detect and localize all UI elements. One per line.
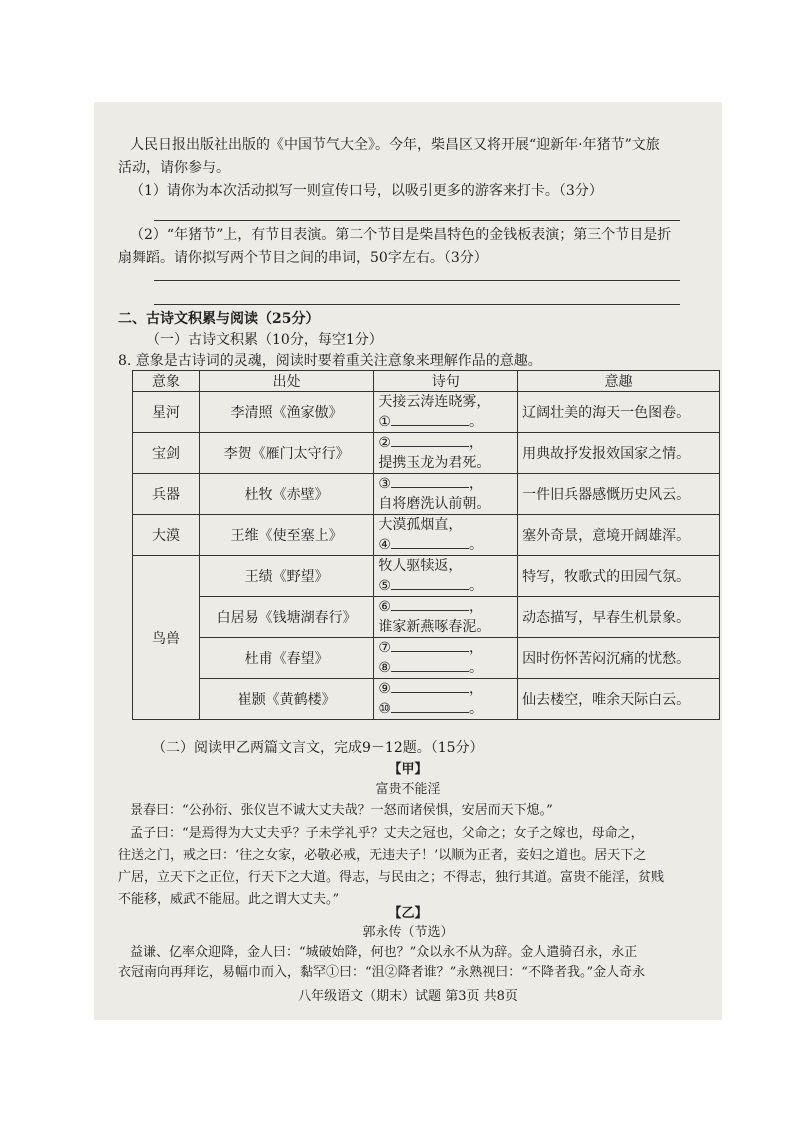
verse-cell: [374, 638, 518, 679]
image-cell: 宝剑: [133, 433, 200, 474]
image-cell: 兵器: [133, 474, 200, 515]
subsection-2-title: （二）阅读甲乙两篇文言文，完成9－12题。（15分）: [152, 740, 484, 756]
passage-jia-line: 广居，立天下之正位，行天下之大道。得志，与民由之；不得志，独行其道。富贵不能淫，贫贱: [118, 870, 665, 885]
verse-blank[interactable]: ⑥ ，: [378, 599, 483, 615]
intro-line-1: 人民日报出版社出版的《中国节气大全》。今年，柴昌区又将开展“迎新年·年猪节”文旅: [130, 137, 660, 153]
header-source: 出处: [199, 371, 373, 392]
image-cell: 星河: [133, 392, 200, 433]
verse-blank[interactable]: ⑦ ，: [378, 640, 483, 656]
verse-line: 自将磨洗认前朝。: [378, 496, 491, 512]
passage-jia-line: 孟子曰：“是焉得为大丈夫乎？子未学礼乎？丈夫之冠也，父命之；女子之嫁也，母命之，: [130, 826, 644, 841]
passage-yi-line: 衣冠南向再拜讫，易幅巾而入，黏罕①曰：“沮②降者谁？”永熟视曰：“不降者我。”金人奇永: [118, 965, 646, 980]
passage-jia-line: 不能移，威武不能屈。此之谓大丈夫。”: [118, 892, 340, 907]
meaning-cell: 塞外奇景，意境开阔雄浑。: [518, 515, 720, 556]
verse-cell: [374, 597, 518, 638]
header-meaning: 意趣: [518, 371, 720, 392]
source-cell: 李贺《雁门太守行》: [199, 433, 373, 474]
verse-cell: [374, 474, 518, 515]
table-row: [133, 638, 720, 679]
table-row: [133, 433, 720, 474]
header-verse: 诗句: [374, 371, 518, 392]
meaning-cell: 仙去楼空，唯余天际白云。: [518, 679, 720, 720]
table-header-row: [133, 371, 720, 392]
passage-yi-line: 益谦、亿率众迎降，金人曰：“城破始降，何也？”众以永不从为辞。金人遣骑召永，永正: [130, 945, 638, 960]
verse-cell: [374, 392, 518, 433]
verse-cell: [374, 556, 518, 597]
source-cell: 杜甫《春望》: [199, 638, 373, 679]
subsection-1-title: （一）古诗文积累（10分，每空1分）: [146, 332, 383, 348]
answer-line-1[interactable]: [154, 220, 680, 221]
verse-blank[interactable]: ⑧ 。: [378, 660, 483, 676]
verse-blank[interactable]: ③ ，: [378, 476, 483, 492]
passage-jia-title: 富贵不能淫: [375, 782, 441, 797]
verse-blank[interactable]: ⑩ 。: [378, 701, 483, 717]
source-cell: 李清照《渔家傲》: [199, 392, 373, 433]
verse-line: 提携玉龙为君死。: [378, 455, 491, 471]
verse-cell: [374, 679, 518, 720]
section-2-title: 二、古诗文积累与阅读（25分）: [118, 311, 320, 327]
image-cell: 大漠: [133, 515, 200, 556]
table-row: [133, 597, 720, 638]
verse-blank[interactable]: ① 。: [378, 414, 483, 430]
verse-blank[interactable]: ⑤ 。: [378, 578, 483, 594]
passage-jia-line: 往送之门，戒之曰：‘往之女家，必敬必戒，无违夫子！’以顺为正者，妾妇之道也。居天下之: [118, 848, 647, 863]
answer-line-2[interactable]: [154, 280, 680, 281]
passage-yi-label: 【乙】: [388, 906, 428, 921]
passage-jia-label: 【甲】: [388, 762, 428, 777]
answer-line-3[interactable]: [154, 304, 680, 305]
meaning-cell: 辽阔壮美的海天一色图卷。: [518, 392, 720, 433]
table-row: [133, 515, 720, 556]
table-row: [133, 474, 720, 515]
source-cell: 崔颢《黄鹤楼》: [199, 679, 373, 720]
verse-line: 天接云涛连晓雾，: [378, 394, 491, 410]
source-cell: 白居易《钱塘湖春行》: [199, 597, 373, 638]
source-cell: 王绩《野望》: [199, 556, 373, 597]
source-cell: 杜牧《赤壁》: [199, 474, 373, 515]
verse-cell: [374, 433, 518, 474]
question-8: 8. 意象是古诗词的灵魂，阅读时要着重关注意象来理解作品的意趣。: [118, 353, 542, 369]
verse-line: 谁家新燕啄春泥。: [378, 619, 491, 635]
verse-cell: [374, 515, 518, 556]
exam-page: [94, 102, 722, 1020]
table-row: [133, 392, 720, 433]
question-1: （1）请你为本次活动拟写一则宣传口号，以吸引更多的游客来打卡。（3分）: [130, 183, 603, 199]
verse-blank[interactable]: ⑨ ，: [378, 681, 483, 697]
intro-line-2: 活动，请你参与。: [118, 160, 230, 176]
meaning-cell: 用典故抒发报效国家之情。: [518, 433, 720, 474]
page-footer: 八年级语文（期末）试题 第3页 共8页: [298, 989, 518, 1004]
verse-line: 大漠孤烟直，: [378, 517, 463, 533]
meaning-cell: 特写，牧歌式的田园气氛。: [518, 556, 720, 597]
passage-yi-title: 郭永传（节选）: [362, 925, 454, 940]
source-cell: 王维《使至塞上》: [199, 515, 373, 556]
meaning-cell: 因时伤怀苦闷沉痛的忧愁。: [518, 638, 720, 679]
verse-blank[interactable]: ② ，: [378, 435, 483, 451]
table-row: [133, 679, 720, 720]
table-row: [133, 556, 720, 597]
verse-blank[interactable]: ④ 。: [378, 537, 483, 553]
passage-jia-line: 景春曰：“公孙衍、张仪岂不诚大丈夫哉？一怒而诸侯惧，安居而天下熄。”: [130, 803, 553, 818]
image-cell: 鸟兽: [133, 556, 200, 720]
meaning-cell: 动态描写，早春生机景象。: [518, 597, 720, 638]
question-2-line-1: （2）“年猪节”上，有节目表演。第二个节目是柴昌特色的金钱板表演；第三个节目是折: [130, 227, 672, 243]
header-image: 意象: [133, 371, 200, 392]
meaning-cell: 一件旧兵器感慨历史风云。: [518, 474, 720, 515]
poetry-table: [132, 370, 720, 720]
question-2-line-2: 扇舞蹈。请你拟写两个节目之间的串词，50字左右。（3分）: [118, 250, 488, 266]
verse-line: 牧人驱犊返，: [378, 558, 463, 574]
